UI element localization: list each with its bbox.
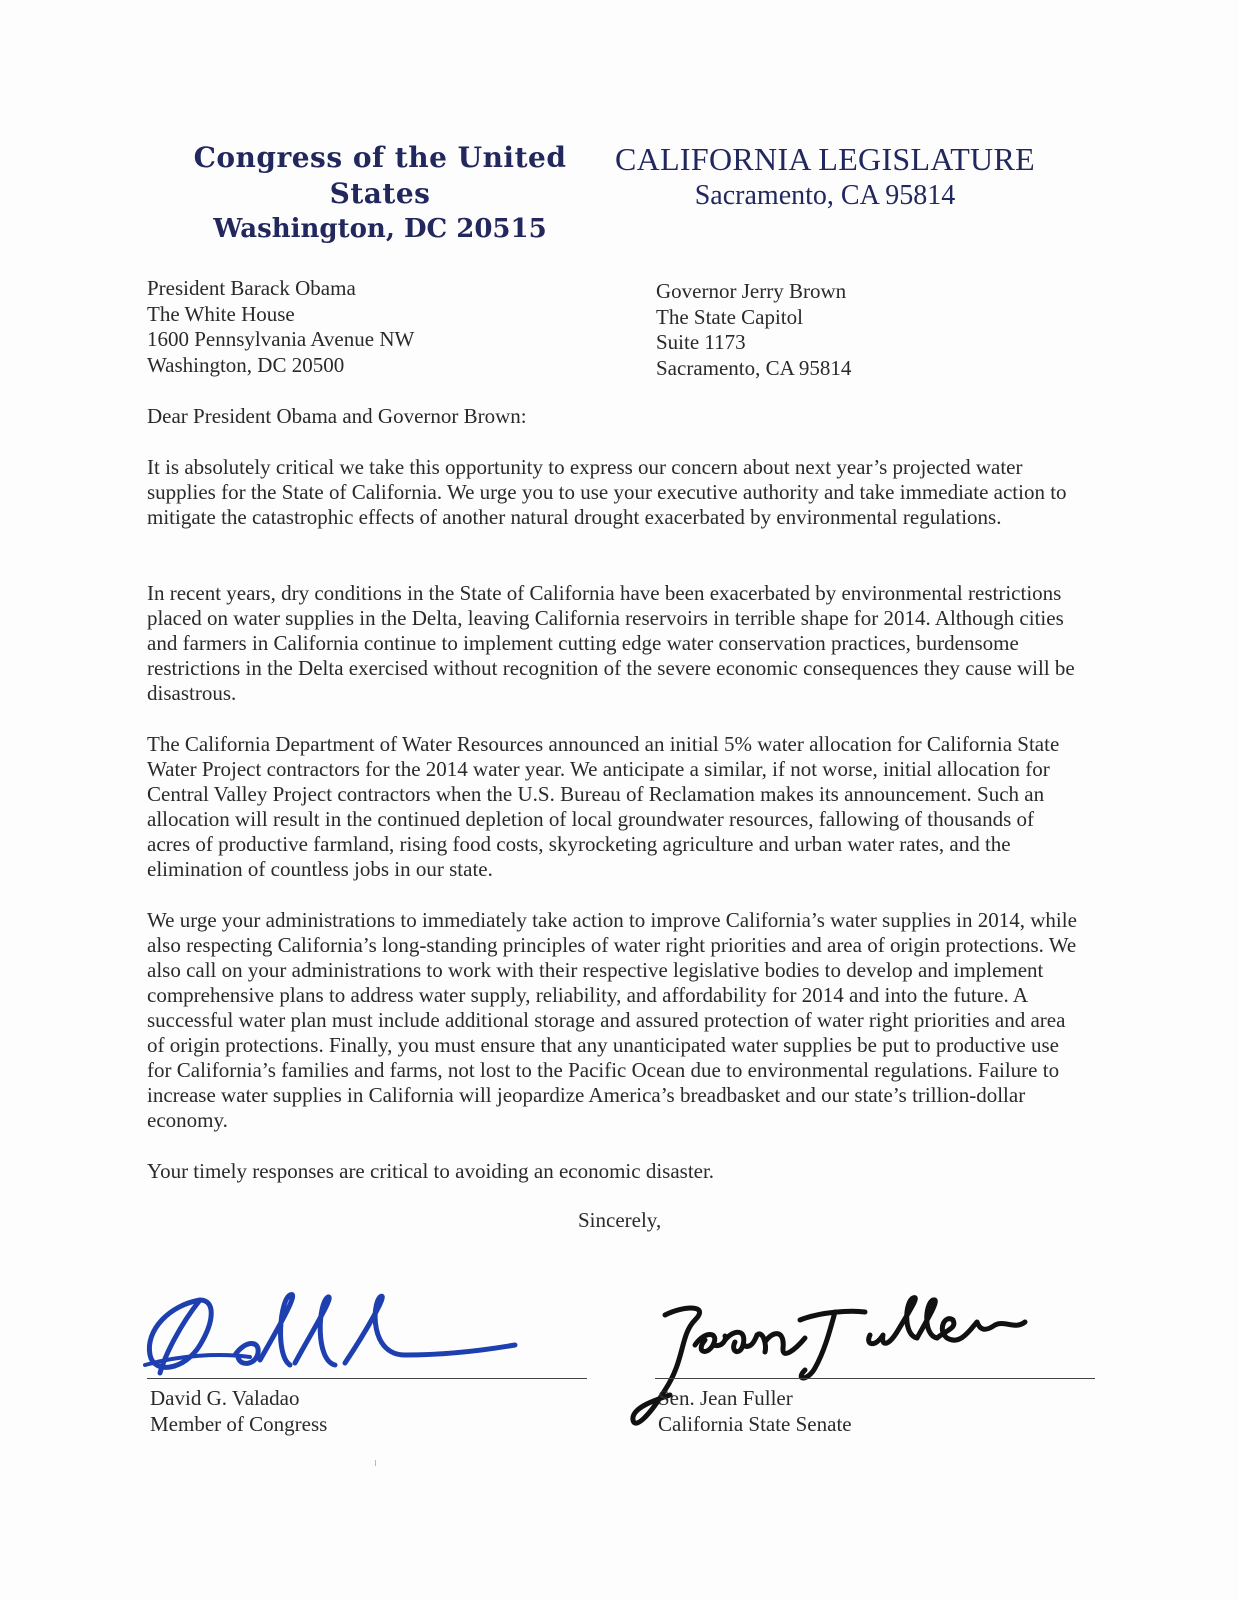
body-paragraph: It is absolutely critical we take this opportunity to express our concern about next year’s projected water supplies for the State of California. We urge you to use your executive authority and take immediate action to mitigate the catastrophic effects of another natural drought exacerbated by environmental regulations.	[147, 455, 1067, 529]
recipient-address-governor	[656, 279, 851, 381]
congress-address: Washington, DC 20515	[213, 214, 547, 244]
address-line: President Barack Obama	[147, 276, 356, 300]
signer-name: David G. Valadao	[150, 1386, 300, 1410]
closing: Sincerely,	[578, 1208, 662, 1232]
signer-valadao	[150, 1385, 327, 1437]
scan-speck	[375, 1460, 376, 1466]
congress-letterhead	[160, 140, 600, 246]
signer-name: Sen. Jean Fuller	[658, 1386, 793, 1410]
address-line: Sacramento, CA 95814	[656, 355, 852, 380]
address-line: The State Capitol	[656, 304, 803, 329]
signer-fuller	[658, 1385, 852, 1437]
legislature-name: CALIFORNIA LEGISLATURE	[615, 141, 1035, 177]
congress-name: Congress of the United States	[193, 141, 567, 210]
address-line: Governor Jerry Brown	[656, 279, 847, 303]
legislature-address: Sacramento, CA 95814	[694, 180, 956, 211]
address-line: 1600 Pennsylvania Avenue NW	[147, 327, 415, 351]
address-line: Washington, DC 20500	[147, 352, 345, 377]
body-paragraph: Your timely responses are critical to avoiding an economic disaster.	[147, 1159, 715, 1183]
signature-line-left	[147, 1378, 587, 1379]
signer-title: California State Senate	[658, 1412, 852, 1436]
signer-title: Member of Congress	[150, 1412, 328, 1436]
signature-line-right	[655, 1378, 1095, 1379]
salutation: Dear President Obama and Governor Brown:	[147, 404, 527, 428]
body-paragraph: In recent years, dry conditions in the State of California have been exacerbated by environmental restrictions placed on water supplies in the Delta, leaving California reservoirs in terrible shape for 2014. Although cities and farmers in California continue to implement cutting edge water conservation practices, burdensome restrictions in the Delta exercised without recognition of the severe economic consequences they cause will be disastrous.	[147, 581, 1075, 705]
address-line: Suite 1173	[656, 330, 746, 354]
legislature-letterhead	[605, 140, 1045, 214]
recipient-address-president	[147, 276, 414, 378]
body-paragraph: We urge your administrations to immediately take action to improve California’s water supplies in 2014, while also respecting California’s long-standing principles of water right priorities and area of origin protections. We also call on your administrations to work with their respective legislative bodies to develop and implement comprehensive plans to address water supply, reliability, and affordability for 2014 and into the future. A successful water plan must include additional storage and assured protection of water right priorities and area of origin protections. Finally, you must ensure that any unanticipated water supplies be put to productive use for California’s families and farms, not lost to the Pacific Ocean due to environmental regulations. Failure to increase water supplies in California will jeopardize America’s breadbasket and our state’s trillion-dollar economy.	[147, 908, 1077, 1132]
body-paragraph: The California Department of Water Resources announced an initial 5% water allocation for California State Water Project contractors for the 2014 water year. We anticipate a similar, if not worse, initial allocation for Central Valley Project contractors when the U.S. Bureau of Reclamation makes its announcement. Such an allocation will result in the continued depletion of local groundwater resources, fallowing of thousands of acres of productive farmland, rising food costs, skyrocketing agriculture and urban water rates, and the elimination of countless jobs in our state.	[147, 732, 1060, 881]
address-line: The White House	[147, 301, 295, 326]
